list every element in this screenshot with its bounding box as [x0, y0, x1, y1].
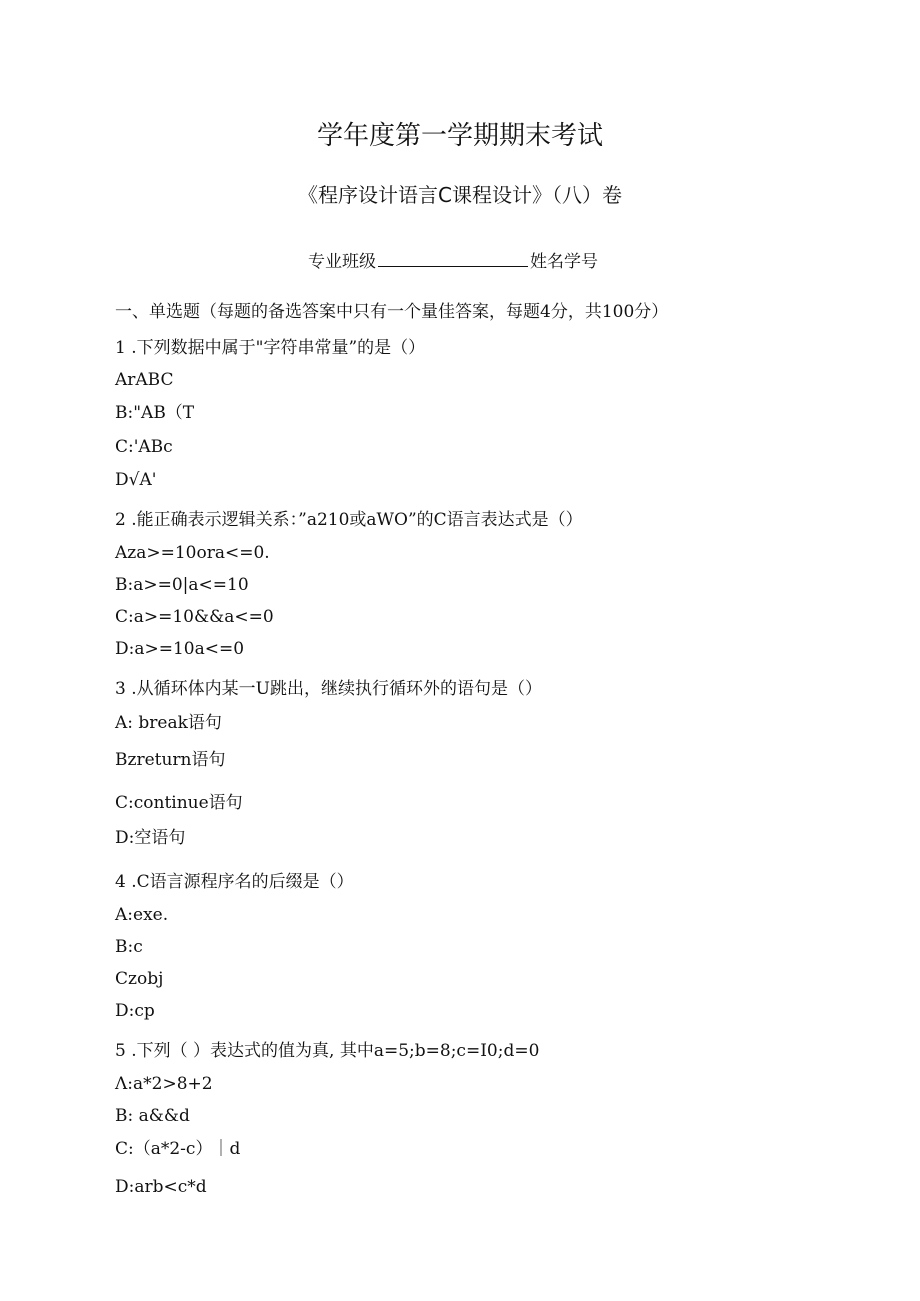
option: ArABC	[115, 370, 174, 390]
section-heading: 一、单选题（每题的备选答案中只有一个量佳答案，每题4分，共100分）	[115, 302, 669, 322]
option: Bzreturn语句	[115, 750, 226, 770]
question-stem: 3 .从循环体内某一U跳出，继续执行循环外的语句是（）	[115, 679, 542, 699]
option: C:continue语句	[115, 793, 243, 813]
option: A: break语句	[115, 713, 222, 733]
option: D√A'	[115, 470, 157, 490]
option: Λ:a*2>8+2	[115, 1074, 213, 1094]
student-info-line	[308, 250, 598, 273]
option: B:a>=0|a<=10	[115, 575, 249, 595]
exam-title: 学年度第一学期期末考试	[316, 121, 603, 151]
question-stem: 2 .能正确表示逻辑关系：”a210或aWO”的C语言表达式是（）	[115, 510, 583, 530]
question-stem: 5 .下列（ ）表达式的值为真, 其中a=5;b=8;c=I0;d=0	[115, 1041, 540, 1061]
name-id-label: 姓名学号	[530, 252, 598, 272]
class-blank[interactable]	[378, 250, 528, 267]
option: B:c	[115, 937, 143, 957]
option: Aza>=10ora<=0.	[115, 543, 270, 563]
option: C:'ABc	[115, 437, 173, 457]
option: D:a>=10a<=0	[115, 639, 245, 659]
option: B: a&&d	[115, 1106, 190, 1126]
class-label: 专业班级	[308, 252, 376, 272]
question-stem: 4 .C语言源程序名的后缀是（）	[115, 872, 354, 892]
exam-subtitle: 《程序设计语言C课程设计》（八）卷	[298, 183, 622, 207]
option: D:arb<c*d	[115, 1177, 207, 1197]
question-stem: 1 .下列数据中属于"字符串常量”的是（）	[115, 338, 426, 358]
option: B:"AB（T	[115, 403, 195, 423]
option: D:空语句	[115, 828, 186, 848]
option: C:（a*2-c）｜d	[115, 1139, 241, 1159]
option: A:exe.	[115, 905, 169, 925]
option: C:a>=10&&a<=0	[115, 607, 274, 627]
option: Czobj	[115, 969, 164, 989]
option: D:cp	[115, 1001, 155, 1021]
